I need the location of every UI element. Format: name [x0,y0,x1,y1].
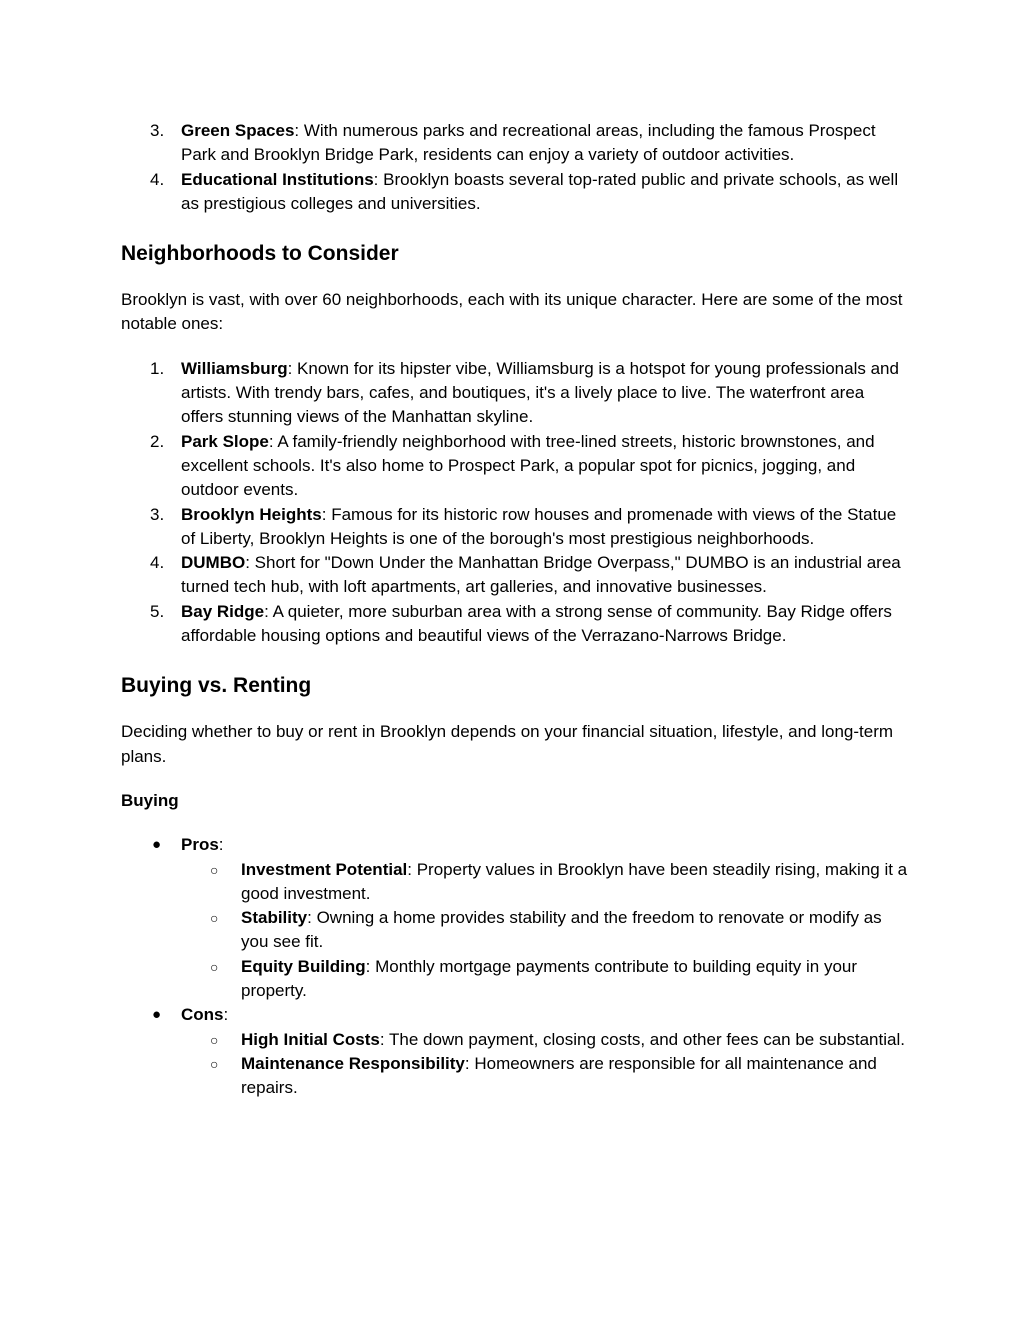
item-term: Maintenance Responsibility [241,1053,465,1073]
item-description: : With numerous parks and recreational areas, including the famous Prospect Park and Brooklyn Bridge Park, residents can enjoy a variety of outdoor activities. [181,121,876,165]
list-item [121,1052,911,1101]
list-item [121,858,911,907]
buying-list [121,833,911,1100]
list-item [121,551,911,600]
list-item [121,955,911,1004]
item-term: Stability [241,908,308,928]
list-number: 4. [150,553,165,573]
item-description: : Short for "Down Under the Manhattan Bridge Overpass," DUMBO is an industrial area turned tech hub, with loft apartments, art galleries, and innovative businesses. [181,553,901,597]
list-item [121,357,911,430]
list-item-pros [121,833,911,857]
item-colon: : [218,835,224,855]
list-item [121,600,911,649]
list-item [121,119,911,168]
circle-bullet-icon: ○ [210,1055,219,1072]
item-description: : Known for its hipster vibe, Williamsburg is a hotspot for young professionals and artists. With trendy bars, cafes, and boutiques, it's a lively place to live. The waterfront area offers stunning views of the Manhattan skyline. [181,358,899,427]
circle-bullet-icon: ○ [210,958,219,975]
item-term: Investment Potential [241,859,408,879]
list-item [121,1028,911,1052]
item-colon: : [223,1005,229,1025]
document-content [121,119,911,1101]
item-description: : Brooklyn boasts several top-rated public and private schools, as well as prestigious colleges and universities. [181,169,899,213]
item-description: : A quieter, more suburban area with a strong sense of community. Bay Ridge offers affordable housing options and beautiful views of the Verrazano-Narrows Bridge. [181,601,892,646]
item-description: : A family-friendly neighborhood with tree-lined streets, historic brownstones, and excellent schools. It's also home to Prospect Park, a popular spot for picnics, jogging, and outdoor events. [181,431,875,500]
item-description: : Monthly mortgage payments contribute to building equity in your property. [241,956,858,1001]
list-number: 5. [150,601,165,621]
item-description: : Famous for its historic row houses and promenade with views of the Statue of Liberty, Brooklyn Heights is one of the borough's most prestigious neighborhoods. [181,504,897,548]
item-term: Pros [181,835,219,855]
list-number: 3. [150,504,165,524]
buying-renting-intro: Deciding whether to buy or rent in Brooklyn depends on your financial situation, lifestyle, and long-term plans. [121,722,894,766]
neighborhoods-list [121,357,911,649]
list-item-cons [121,1003,911,1027]
circle-bullet-icon: ○ [210,861,219,878]
list-item [121,503,911,552]
item-term: Educational Institutions [181,169,374,189]
neighborhoods-intro: Brooklyn is vast, with over 60 neighborhoods, each with its unique character. Here are some of the most notable ones: [121,290,903,334]
item-term: DUMBO [181,553,246,573]
list-number: 2. [150,431,165,451]
list-item [121,168,911,217]
item-term: Green Spaces [181,121,295,140]
item-description: : Property values in Brooklyn have been steadily rising, making it a good investment. [241,859,908,903]
bullet-icon: ● [152,836,162,854]
item-description: : The down payment, closing costs, and other fees can be substantial. [379,1029,905,1049]
circle-bullet-icon: ○ [210,1031,219,1048]
item-term: Brooklyn Heights [181,504,322,524]
list-number: 3. [150,121,165,140]
item-term: High Initial Costs [241,1029,380,1049]
item-term: Equity Building [241,956,366,976]
bullet-icon: ● [152,1006,162,1024]
item-term: Williamsburg [181,358,288,378]
item-description: : Owning a home provides stability and the freedom to renovate or modify as you see fit. [241,908,882,952]
item-term: Park Slope [181,431,269,451]
list-number: 1. [150,358,165,378]
section-heading-buying-renting: Buying vs. Renting [121,674,312,698]
item-description: : Homeowners are responsible for all maintenance and repairs. [241,1053,877,1098]
subheading-buying: Buying [121,790,179,810]
list-number: 4. [150,169,165,189]
section-heading-neighborhoods: Neighborhoods to Consider [121,242,399,266]
item-term: Bay Ridge [181,601,265,621]
list-item [121,430,911,503]
list-item [121,906,911,955]
benefits-list [121,119,911,216]
item-term: Cons [181,1005,224,1025]
circle-bullet-icon: ○ [210,910,219,927]
